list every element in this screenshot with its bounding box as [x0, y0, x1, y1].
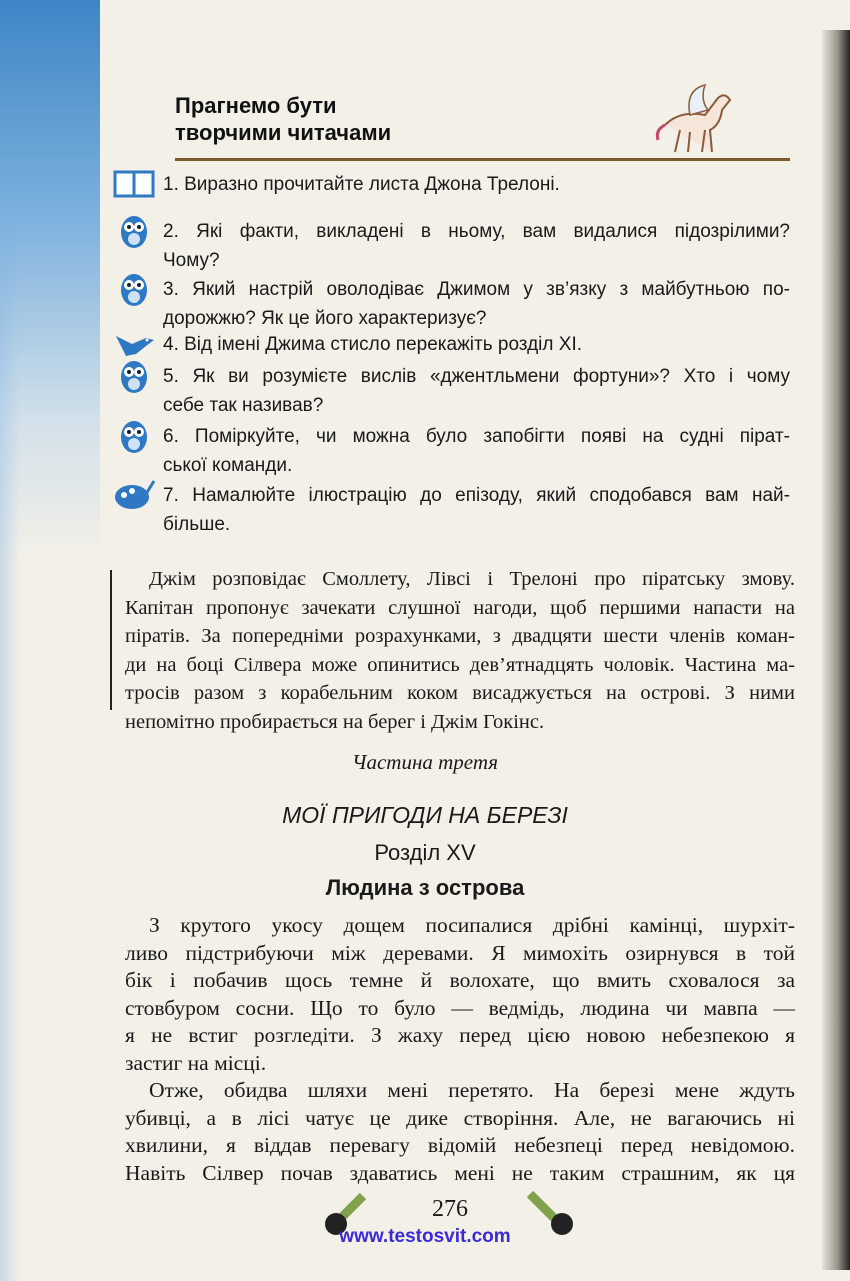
text-line: З крутого укосу дощем посипалися дрібні камінці, шурхіт- [149, 913, 795, 937]
text-line: ливо підстрибуючи між деревами. Я мимохіть озирнувся в той [125, 940, 795, 965]
question-line: 1. Виразно прочитайте листа Джона Трелоні. [163, 174, 560, 195]
question-item [163, 170, 790, 199]
text-line: стовбуром сосни. Що то було — ведмідь, людина чи мавпа — [125, 995, 795, 1020]
owl-icon [112, 358, 156, 394]
question-line: Чому? [163, 250, 220, 271]
question-item [163, 422, 790, 480]
summary-sidebar-rule [110, 570, 112, 710]
summary-line: тросів разом з корабельним коком висаджується на острові. З ними [125, 682, 795, 704]
owl-icon [112, 418, 156, 454]
question-line: 7. Намалюйте ілюстрацію до епізоду, який сподобався вам най- [163, 485, 790, 506]
text-line: хвилини, я віддав перевагу відомій небезпеці перед невідомою. [125, 1133, 795, 1157]
question-line: 2. Які факти, викладені в ньому, вам видалися підозрілими? [163, 221, 790, 242]
owl-icon [112, 213, 156, 249]
question-line: 5. Як ви розумієте вислів «джентльмени фортуни»? Хто і чому [163, 366, 790, 387]
text-line: застиг на місці. [125, 1050, 267, 1075]
summary-line: Капітан пропонує зачекати слушної нагоди, щоб першими напасти на [125, 596, 795, 619]
question-item [163, 481, 790, 539]
part-title: МОЇ ПРИГОДИ НА БЕРЕЗІ [282, 802, 568, 828]
text-line: я не встиг розгледіти. З жаху перед цією новою небезпекою я [125, 1023, 795, 1047]
question-line: дорожжю? Як це його характеризує? [163, 308, 487, 329]
bird-icon [112, 326, 156, 362]
question-line: 6. Поміркуйте, чи можна було запобігти появі на судні пірат- [163, 426, 790, 447]
question-line: 3. Який настрій оволодіває Джимом у зв’язку з майбутньою по- [163, 279, 790, 300]
book-icon [112, 166, 156, 202]
summary-line: Джім розповідає Смоллету, Лівсі і Трелоні про піратську змову. [149, 568, 795, 590]
owl-icon [112, 271, 156, 307]
question-line: 4. Від імені Джима стисло перекажіть розділ XI. [163, 334, 583, 355]
question-item [163, 275, 790, 333]
chapter-summary [125, 565, 795, 736]
book-binding-shadow [822, 30, 850, 1270]
text-line: бік і побачив щось темне й волохате, що вмить сховалося за [125, 968, 795, 992]
summary-line: непомітно пробирається на берег і Джім Гокінс. [125, 710, 545, 733]
pegasus-icon [650, 80, 740, 160]
question-item [163, 217, 790, 275]
question-line: більше. [163, 514, 231, 535]
blue-margin-band [0, 0, 100, 560]
question-line: себе так називав? [163, 395, 324, 416]
summary-line: піратів. За попередніми розрахунками, з двадцяти шести членів коман- [125, 625, 795, 647]
chapter-number: Розділ XV [374, 840, 476, 865]
part-label: Частина третя [351, 750, 498, 774]
summary-line: ди на боці Сілвера може опинитись дев’ятнадцять чоловік. Частина ма- [125, 653, 795, 676]
section-title [175, 92, 391, 146]
chapter-title: Людина з острова [325, 875, 525, 900]
question-item [163, 330, 790, 359]
question-line: ської команди. [163, 455, 293, 476]
text-line: Отже, обидва шляхи мені перетято. На березі мене ждуть [149, 1078, 795, 1102]
palette-icon [112, 477, 156, 513]
chapter-text [125, 912, 795, 1187]
site-link[interactable]: www.testosvit.com [339, 1226, 511, 1247]
text-line: убивці, а в лісі чатує це дике створіння. Але, не вагаючись ні [125, 1105, 795, 1130]
question-item [163, 362, 790, 420]
section-title-line: творчими читачами [175, 120, 392, 145]
page-number: 276 [432, 1196, 468, 1222]
text-line: Навіть Сілвер почав здаватись мені не таким страшним, як ця [125, 1160, 795, 1185]
section-title-line: Прагнемо бути [175, 93, 337, 118]
